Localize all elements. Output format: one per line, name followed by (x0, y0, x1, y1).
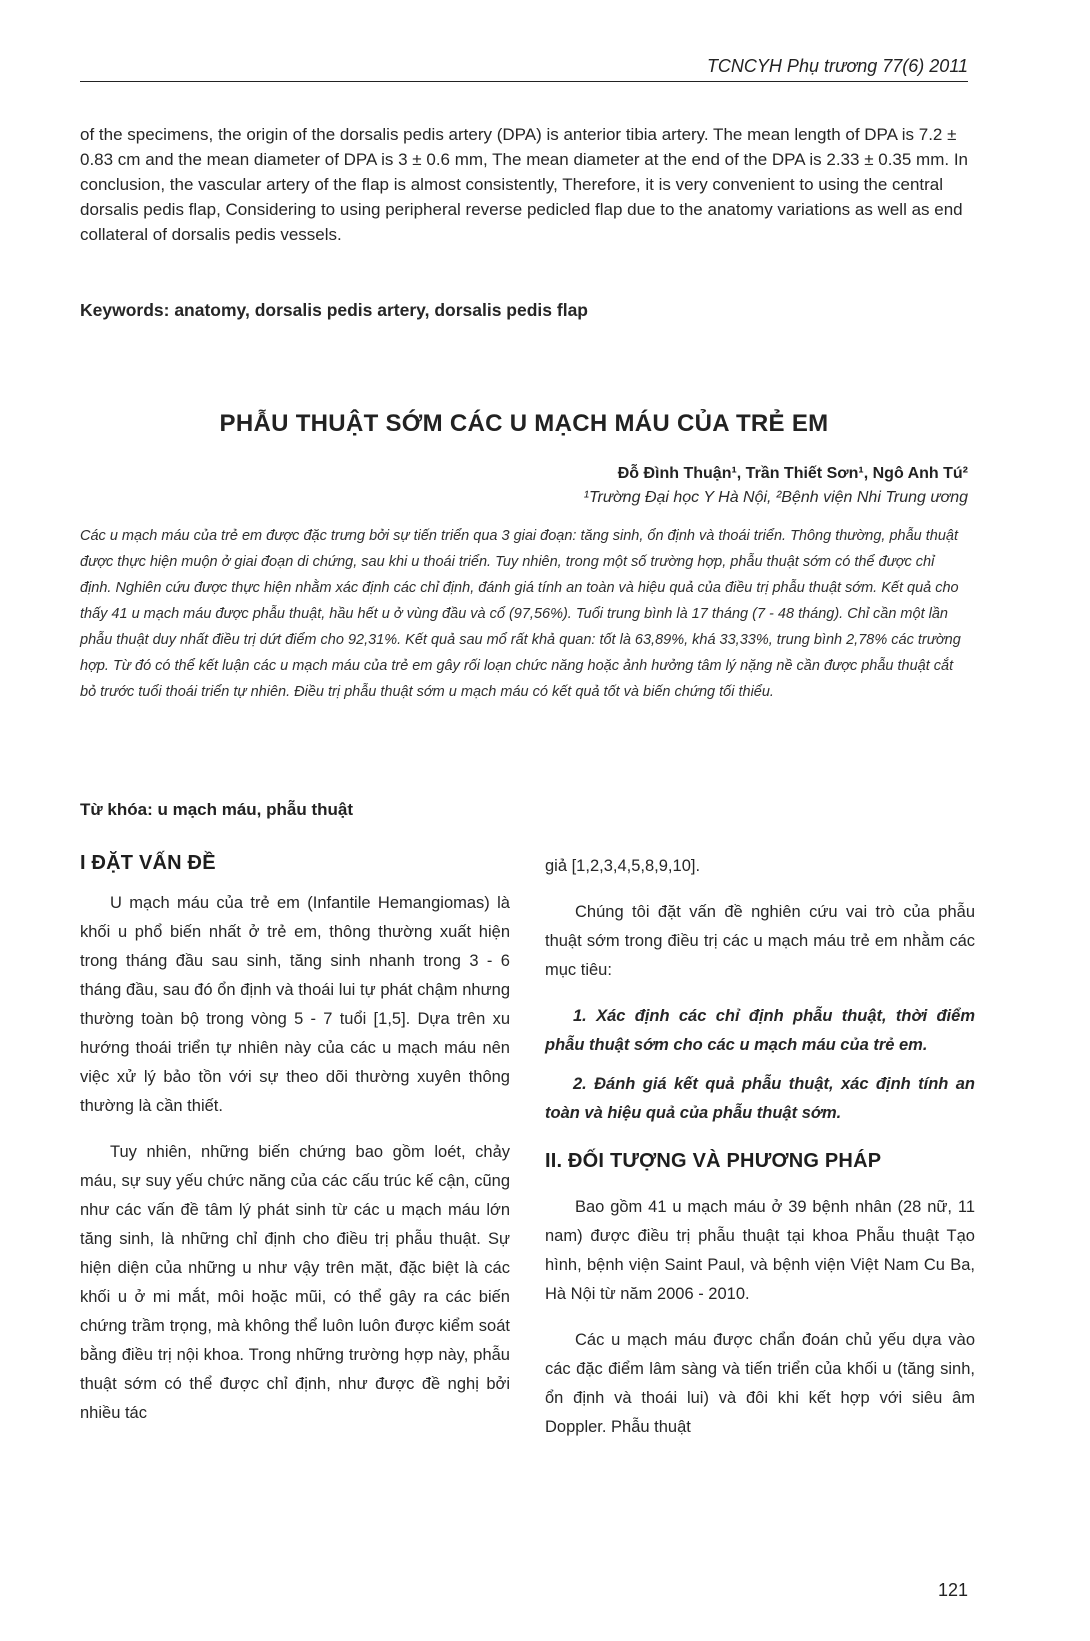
left-column (80, 852, 510, 1445)
body-paragraph: Bao gồm 41 u mạch máu ở 39 bệnh nhân (28 nữ, 11 nam) được điều trị phẫu thuật tại khoa Phẫu thuật Tạo hình, bệnh viện Saint Paul, và bệnh viện Việt Nam Cu Ba, Hà Nội từ năm 2006 - 2010. (545, 1198, 975, 1303)
section-heading-introduction: I ĐẶT VẤN ĐỀ (80, 852, 216, 874)
body-paragraph: U mạch máu của trẻ em (Infantile Hemangiomas) là khối u phổ biến nhất ở trẻ em, thông thường xuất hiện trong tháng đầu sau sinh, tăng sinh nhanh trong 3 - 6 tháng đầu, sau đó ổn định và thoái lui tự phát chậm nhưng thường toàn bộ trong vòng 5 - 7 tuổi [1,5]. Dựa trên xu hướng thoái triển tự nhiên này của các u mạch máu nên việc xử lý bảo tồn với sự theo dõi thường xuyên thông thường là cần thiết. (80, 894, 510, 1115)
objective-item: 1. Xác định các chỉ định phẫu thuật, thời điểm phẫu thuật sớm cho các u mạch máu của trẻ em. (545, 1007, 975, 1054)
body-paragraph: Chúng tôi đặt vấn đề nghiên cứu vai trò của phẫu thuật sớm trong điều trị các u mạch máu trẻ em nhằm các mục tiêu: (545, 903, 975, 979)
running-header: TCNCYH Phụ trương 77(6) 2011 (80, 56, 968, 82)
english-keywords: Keywords: anatomy, dorsalis pedis artery, dorsalis pedis flap (80, 300, 588, 320)
section-heading-methods: II. ĐỐI TƯỢNG VÀ PHƯƠNG PHÁP (545, 1150, 882, 1172)
article-title: PHẪU THUẬT SỚM CÁC U MẠCH MÁU CỦA TRẺ EM (219, 410, 829, 437)
page-number: 121 (937, 1580, 968, 1600)
english-abstract: of the specimens, the origin of the dorsalis pedis artery (DPA) is anterior tibia artery. The mean length of DPA is 7.2 ± 0.83 cm and the mean diameter of DPA is 3 ± 0.6 mm, The mean diameter at the end of the DPA is 2.33 ± 0.35 mm. In conclusion, the vascular artery of the flap is almost consistently, Therefore, it is very convenient to using the central dorsalis pedis flap, Considering to using peripheral reverse pedicled flap due to the anatomy variations as well as end collateral of dorsalis pedis vessels. (80, 125, 969, 244)
right-column (545, 852, 975, 1459)
objective-item: 2. Đánh giá kết quả phẫu thuật, xác định tính an toàn và hiệu quả của phẫu thuật sớm. (545, 1075, 975, 1122)
vietnamese-keywords: Từ khóa: u mạch máu, phẫu thuật (80, 800, 353, 819)
vietnamese-abstract: Các u mạch máu của trẻ em được đặc trưng bởi sự tiến triển qua 3 giai đoạn: tăng sinh, ổn định và thoái triển. Thông thường, phẫu thuật được thực hiện muộn ở giai đoạn di chứng, sau khi u thoái triển. Tuy nhiên, trong một số trường hợp, phẫu thuật sớm có thể được chỉ định. Nghiên cứu được thực hiện nhằm xác định các chỉ định, đánh giá tính an toàn và hiệu quả của điều trị phẫu thuật sớm. Kết quả cho thấy 41 u mạch máu được phẫu thuật, hầu hết u ở vùng đầu và cổ (97,56%). Tuổi trung bình là 17 tháng (7 - 48 tháng). Chỉ cần một lần phẫu thuật duy nhất điều trị dứt điểm cho 92,31%. Kết quả sau mổ rất khả quan: tốt là 63,89%, khá 33,33%, trung bình 2,78% các trường hợp. Từ đó có thể kết luận các u mạch máu của trẻ em gây rối loạn chức năng hoặc ảnh hưởng tâm lý nặng nề cần được phẫu thuật cắt bỏ trước tuổi thoái triển tự nhiên. Điều trị phẫu thuật sớm u mạch máu có kết quả tốt và biến chứng tối thiểu. (80, 528, 961, 700)
body-paragraph: Tuy nhiên, những biến chứng bao gồm loét, chảy máu, sự suy yếu chức năng của các cấu trúc kế cận, cũng như các vấn đề tâm lý phát sinh từ các u mạch máu lớn tăng sinh, là những chỉ định cho điều trị phẫu thuật. Sự hiện diện của những u như vậy trên mặt, đặc biệt là các khối u ở mi mắt, môi hoặc mũi, có thể gây ra các biến chứng trầm trọng, mà không thể luôn luôn được kiểm soát bằng điều trị nội khoa. Trong những trường hợp này, phẫu thuật sớm có thể được chỉ định, như được đề nghị bởi nhiều tác (80, 1143, 510, 1422)
author-affiliations: ¹Trường Đại học Y Hà Nội, ²Bệnh viện Nhi Trung ương (583, 489, 968, 506)
body-paragraph: Các u mạch máu được chẩn đoán chủ yếu dựa vào các đặc điểm lâm sàng và tiến triển của khối u (tăng sinh, ổn định và thoái lui) và đôi khi kết hợp với siêu âm Doppler. Phẫu thuật (545, 1331, 975, 1436)
body-paragraph-continuation: giả [1,2,3,4,5,8,9,10]. (545, 857, 701, 875)
author-list: Đỗ Đình Thuận¹, Trần Thiết Sơn¹, Ngô Anh Tú² (617, 465, 968, 482)
